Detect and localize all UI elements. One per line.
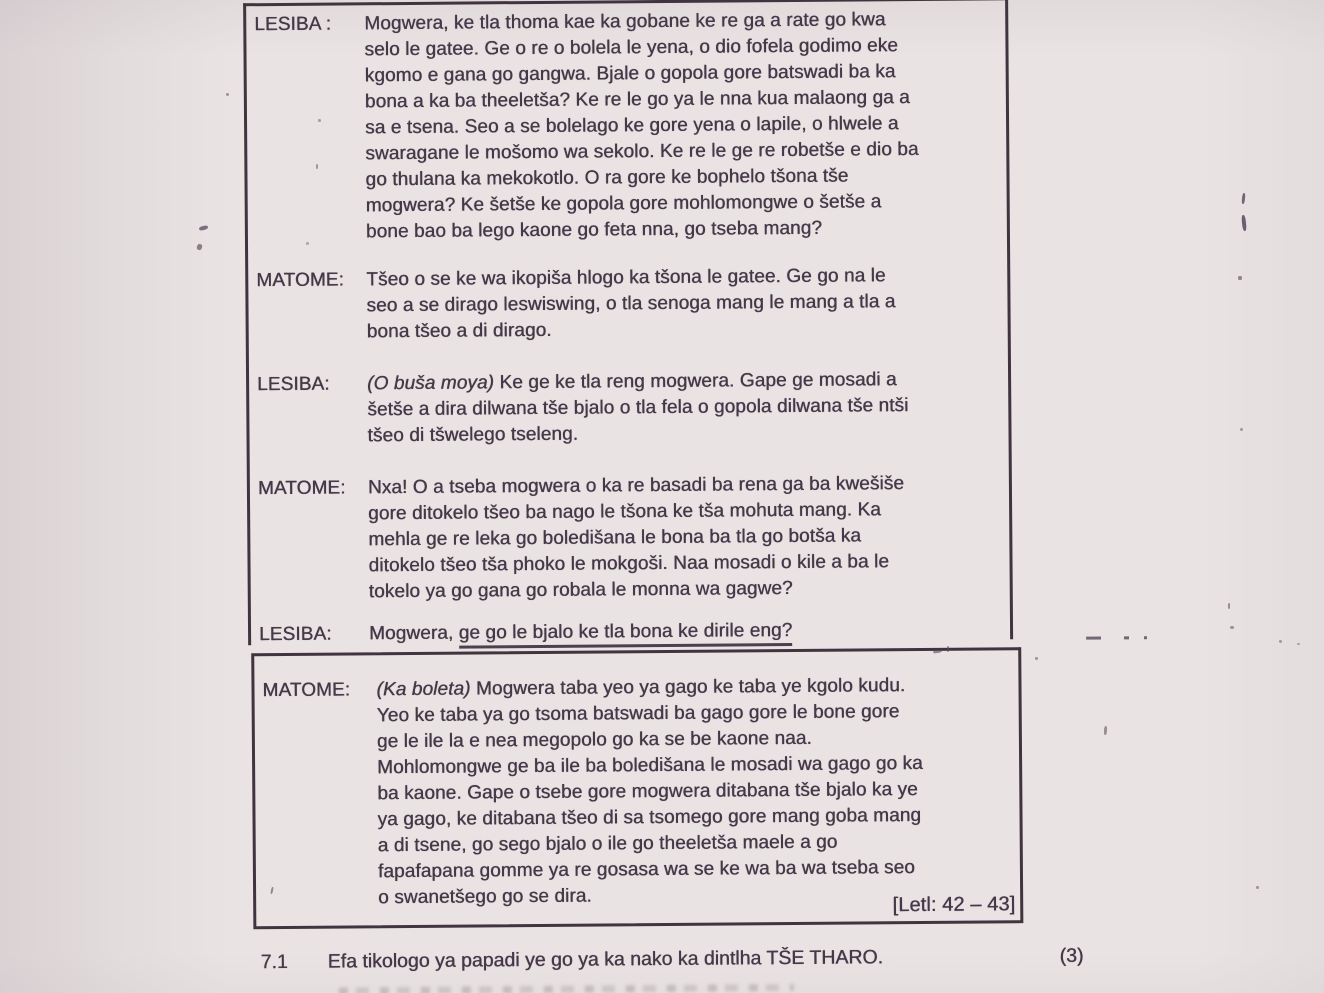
scan-speck — [1240, 428, 1243, 431]
scan-speck — [1228, 603, 1230, 609]
question-number: 7.1 — [260, 950, 288, 974]
question-row — [261, 944, 884, 975]
scan-speck — [1297, 643, 1300, 645]
speaker-label: MATOME: — [256, 269, 344, 292]
page-reference: [Letl: 42 – 43] — [892, 893, 1016, 917]
speaker-label: MATOME: — [257, 477, 346, 500]
scan-speck — [226, 93, 229, 96]
dialogue-row — [257, 366, 1003, 450]
dialogue-row — [254, 6, 1001, 246]
underline-extension-mark — [1086, 636, 1170, 639]
scan-speck — [1035, 657, 1038, 660]
scan-speck — [306, 242, 309, 245]
speech-text — [369, 616, 1004, 647]
underlined-sentence: ge go le bjalo ke tla bona ke dirile eng? — [459, 620, 793, 649]
scan-speck — [947, 646, 949, 652]
speech-text — [367, 366, 1003, 449]
speaker-label: LESIBA: — [257, 373, 330, 396]
speech-text: Mogwera, ke tla thoma kae ka gobane ke re ga a rate go kwa selo le gatee. Ge o re o bolela le yena, o dio fofela godimo eke kgomo e gana go gangwa. Bjale o gopola gore batswadi ba ka bona a ka ba theeletša? Ke re le go ya le nna kua malaong ga a sa e tsena. Seo a se bolelago ke gore yena o lapile, o hlwele a swaragane le mošomo wa sekolo. Ke re le ge re robetše e dio ba go thulana ka mekokotlo. O ra gore ke bophelo tšona tše mogwera? Ke šetše ke gopola gore mohlomongwe o šetše a bone bao ba lego kaone go feta nna, go tseba mang? — [364, 9, 919, 243]
scan-speck — [1256, 886, 1259, 889]
stage-direction: (Ka boleta) — [376, 678, 471, 701]
scan-speck — [318, 119, 321, 122]
dialogue-box-1 — [243, 0, 1013, 645]
scan-speck — [1230, 626, 1234, 629]
scan-speck — [316, 164, 318, 169]
question-marks: (3) — [1059, 944, 1084, 967]
speech-text-body: Mogwera taba yeo ya gago ke taba ye kgolo kudu. Yeo ke taba ya go tsoma batswadi ba gago gore le bone gore ge le ile la e nea megopolo go ka se be kaone naa. Mohlomongwe ge ba ile ba boledišana le mosadi wa gago go ka ba kaone. Gape o tsebe gore mogwera ditabana tše bjalo ka ye ya gago, ke ditabana tšeo di sa tsomego gore mang goba mang a di tsene, go sego bjalo o ile go theeletša maele a go fapafapana gomme ya re gosasa wa se ke wa ba wa tseba seo o swanetšego go se dira. — [376, 675, 923, 909]
speech-text: Nxa! O a tseba mogwera o ka re basadi ba rena ga ba kwešiše gore ditokelo tšeo ba nago le tšona ke tša mohuta mang. Ka mehla ge re leka go boledišana le bona ba tla go botša ka ditokelo tšeo tša phoko le mokgoši. Naa mosadi o kile a ba le tokelo ya go gana go robala le monna wa gagwe? — [367, 473, 905, 603]
dialogue-row — [259, 616, 1004, 648]
stage-direction: (O buša moya) — [367, 372, 495, 395]
speaker-label: LESIBA: — [258, 623, 332, 646]
scan-speck — [1238, 276, 1242, 280]
scan-speck — [1279, 640, 1282, 643]
dialogue-row — [256, 262, 1002, 346]
dialogue-row — [258, 470, 1004, 606]
dialogue-box-2 — [251, 647, 1023, 929]
speech-text — [376, 672, 1014, 911]
speech-text: Tšeo o se ke wa ikopiša hlogo ka tšona le gatee. Ge go na le seo a se dirago leswiswing, o tla senoga mang le mang a tla a bona tšeo a di dirago. — [366, 265, 896, 343]
dialogue-row — [262, 672, 1014, 912]
speaker-label: MATOME: — [262, 679, 351, 702]
speech-text-prefix: Mogwera, — [368, 622, 459, 645]
question-text: Efa tikologo ya papadi ye go ya ka nako ka dintlha TŠE THARO. — [327, 946, 884, 973]
speech-text-body: Ke ge ke tla reng mogwera. Gape ge mosadi a šetše a dira dilwana tše bjalo o tla fela o gopola dilwana tše ntši tšeo di tšwelego tseleng. — [367, 369, 909, 447]
cutoff-text-artifact — [339, 984, 794, 993]
speaker-label: LESIBA : — [254, 13, 332, 36]
